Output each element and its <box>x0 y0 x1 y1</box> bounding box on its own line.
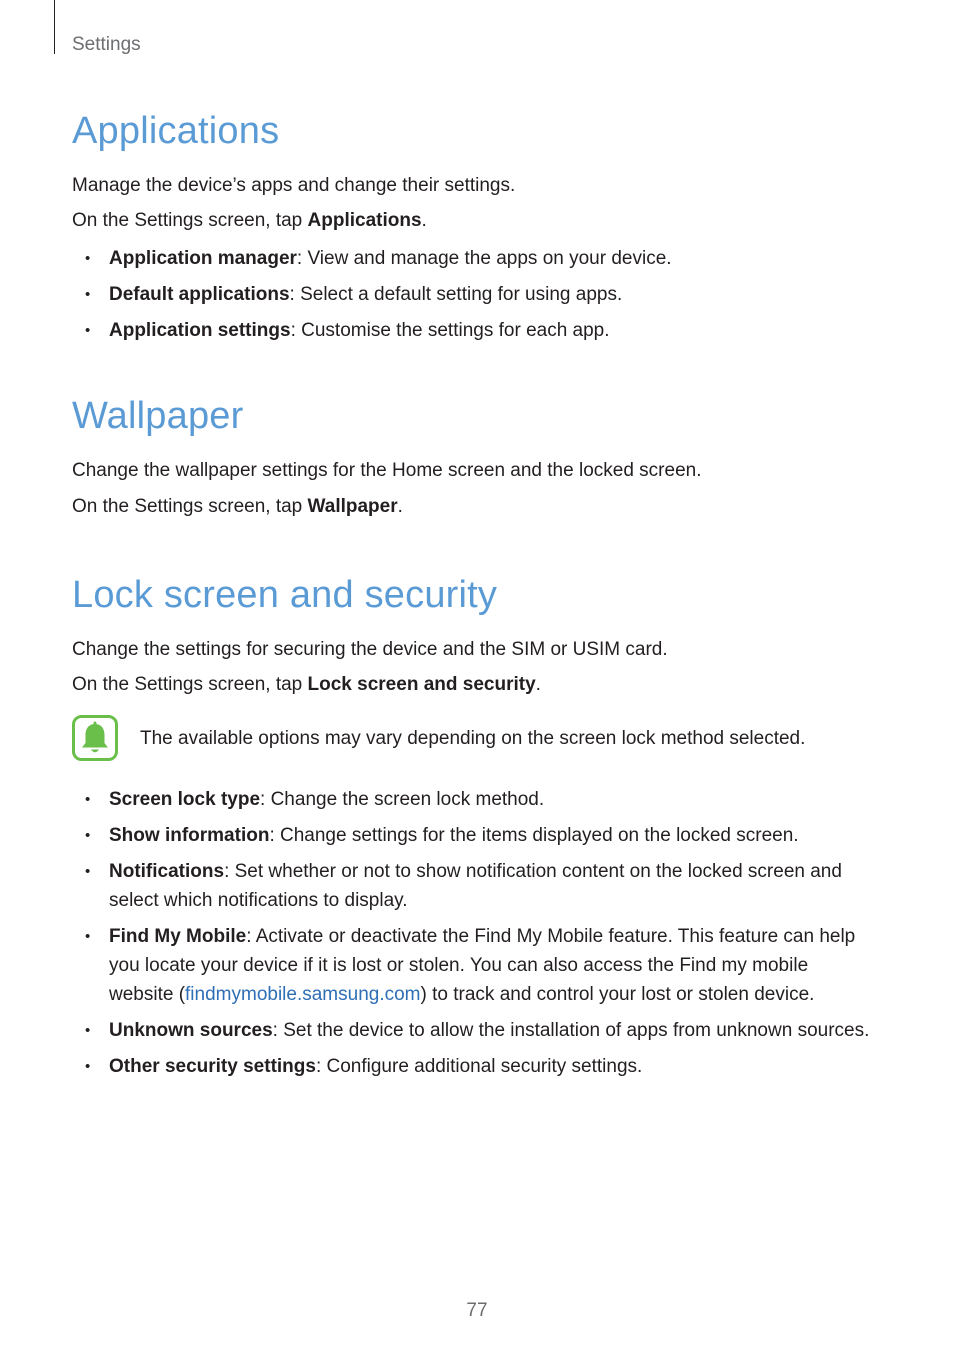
lock-screen-list <box>72 785 872 1088</box>
bullet-icon: • <box>85 322 91 339</box>
bullet-icon: • <box>85 286 91 303</box>
bullet-icon: • <box>85 863 91 880</box>
bullet-icon: • <box>85 1022 91 1039</box>
instruction-suffix: . <box>535 674 541 695</box>
page-number: 77 <box>466 1300 488 1321</box>
wallpaper-instruction <box>72 492 403 521</box>
item-term: Application settings <box>109 320 291 341</box>
item-term: Screen lock type <box>109 789 261 810</box>
item-desc: : Set the device to allow the installation of apps from unknown sources. <box>272 1020 870 1041</box>
item-term: Other security settings <box>109 1056 316 1077</box>
list-item <box>72 316 872 345</box>
lock-screen-title: Lock screen and security <box>72 574 498 616</box>
item-term: Find My Mobile <box>109 926 247 947</box>
bullet-icon: • <box>85 928 91 945</box>
header-rule <box>54 0 55 54</box>
item-term: Show information <box>109 825 270 846</box>
item-term: Application manager <box>109 248 297 269</box>
list-item <box>72 922 872 1009</box>
lock-screen-instruction <box>72 670 541 699</box>
list-item <box>72 857 872 915</box>
instruction-prefix: On the Settings screen, tap <box>72 210 308 231</box>
item-desc: : Change settings for the items displayed on the locked screen. <box>269 825 799 846</box>
item-desc-after: ) to track and control your lost or stolen device. <box>420 984 815 1005</box>
wallpaper-title: Wallpaper <box>72 395 244 437</box>
item-desc: : Customise the settings for each app. <box>290 320 610 341</box>
instruction-suffix: . <box>397 496 403 517</box>
lock-screen-description: Change the settings for securing the device and the SIM or USIM card. <box>72 639 668 660</box>
bullet-icon: • <box>85 827 91 844</box>
instruction-suffix: . <box>421 210 427 231</box>
wallpaper-description: Change the wallpaper settings for the Home screen and the locked screen. <box>72 460 702 481</box>
instruction-target: Lock screen and security <box>307 674 536 695</box>
list-item <box>72 1052 872 1081</box>
bullet-icon: • <box>85 791 91 808</box>
instruction-target: Applications <box>307 210 422 231</box>
instruction-prefix: On the Settings screen, tap <box>72 674 308 695</box>
item-desc: : Configure additional security settings. <box>315 1056 643 1077</box>
instruction-prefix: On the Settings screen, tap <box>72 496 308 517</box>
item-term: Notifications <box>109 861 225 882</box>
note-text: The available options may vary depending on the screen lock method selected. <box>140 728 806 749</box>
item-term: Default applications <box>109 284 290 305</box>
item-desc: : View and manage the apps on your device. <box>296 248 672 269</box>
applications-instruction <box>72 206 427 235</box>
list-item <box>72 280 872 309</box>
list-item <box>72 244 872 273</box>
item-desc: : Select a default setting for using apps. <box>289 284 623 305</box>
list-item <box>72 785 872 814</box>
item-desc: : Change the screen lock method. <box>260 789 545 810</box>
item-desc: : Activate or deactivate the Find My Mobile feature. This feature can help you locate your device if it is lost or stolen. You can also access the Find my mobile website ( <box>109 926 856 1005</box>
item-desc: : Set whether or not to show notification content on the locked screen and select which notifications to display. <box>109 861 842 911</box>
findmymobile-link[interactable]: findmymobile.samsung.com <box>185 984 421 1005</box>
instruction-target: Wallpaper <box>307 496 398 517</box>
item-term: Unknown sources <box>109 1020 273 1041</box>
applications-list <box>72 244 872 352</box>
applications-title: Applications <box>72 110 280 152</box>
bullet-icon: • <box>85 250 91 267</box>
applications-description: Manage the device’s apps and change their settings. <box>72 175 516 196</box>
bullet-icon: • <box>85 1058 91 1075</box>
header-section-label: Settings <box>72 34 141 55</box>
list-item <box>72 821 872 850</box>
bell-icon <box>72 715 118 761</box>
list-item <box>72 1016 872 1045</box>
